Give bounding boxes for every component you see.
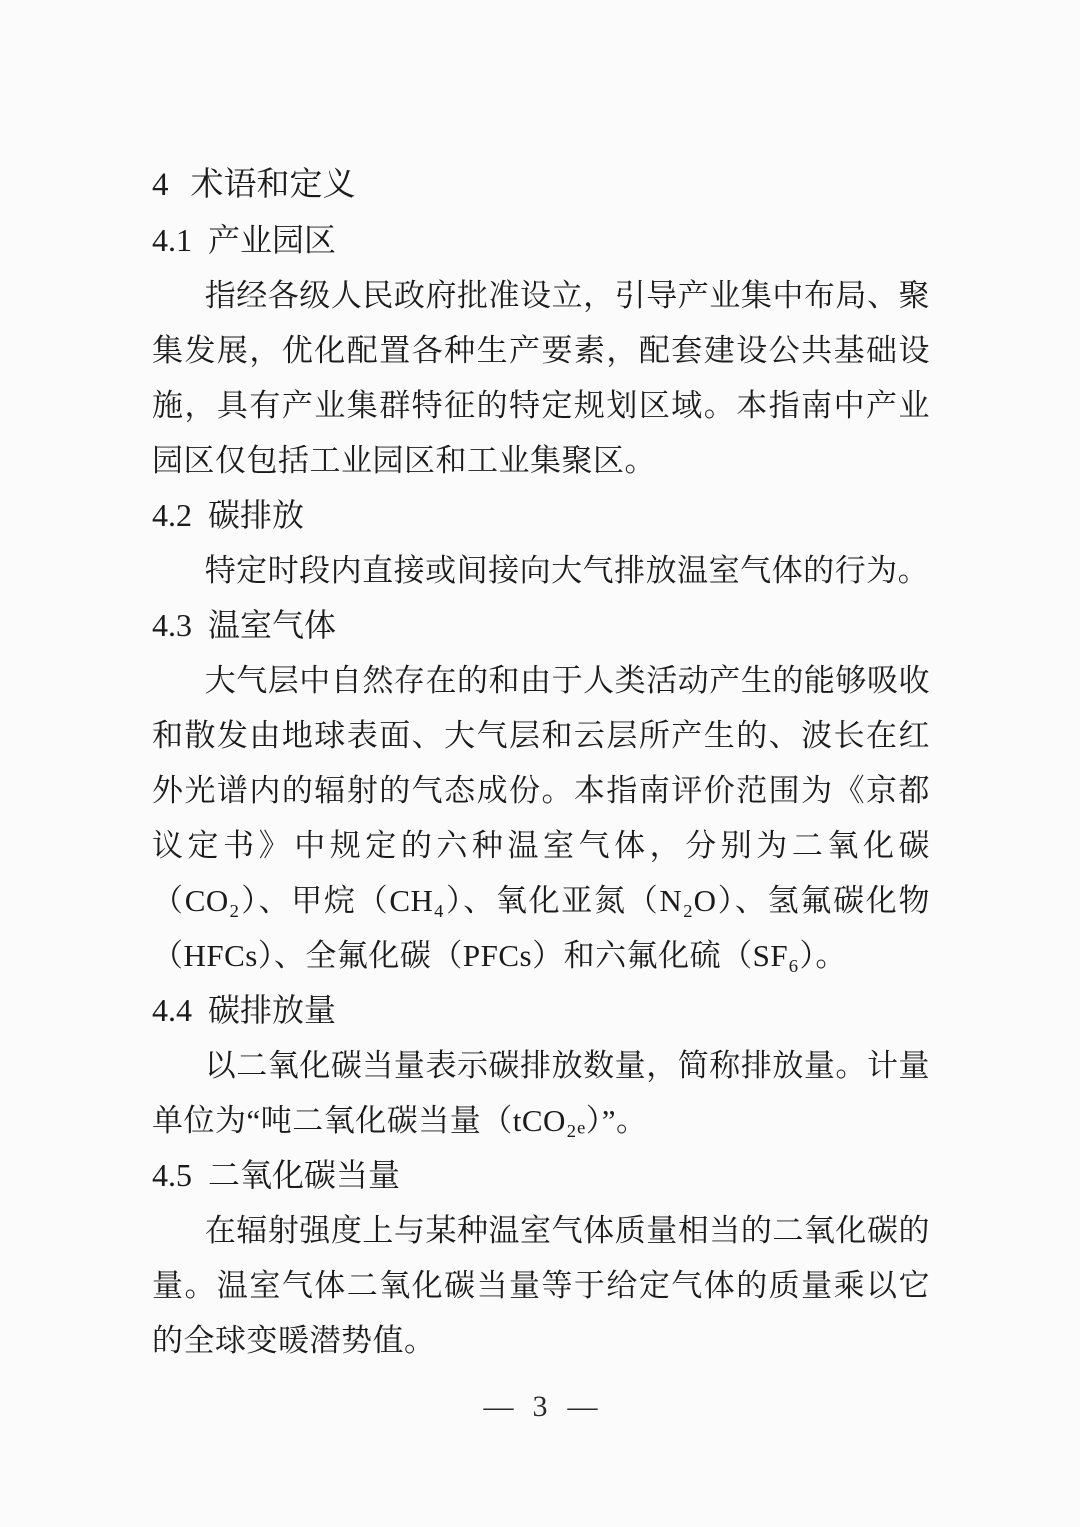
section-heading-4-2 (152, 488, 930, 543)
section-number: 4.3 (152, 607, 192, 643)
section-title: 产业园区 (208, 222, 337, 258)
chapter-number: 4 (152, 167, 169, 203)
section-title: 二氧化碳当量 (208, 1157, 401, 1193)
section-heading-4-3 (152, 598, 930, 653)
section-number: 4.2 (152, 497, 192, 533)
section-body-4-5: 在辐射强度上与某种温室气体质量相当的二氧化碳的量。温室气体二氧化碳当量等于给定气体的质量乘以它的全球变暖潜势值。 (152, 1213, 930, 1358)
section-body-4-1: 指经各级人民政府批准设立，引导产业集中布局、聚集发展，优化配置各种生产要素，配套建设公共基础设施，具有产业集群特征的特定规划区域。本指南中产业园区仅包括工业园区和工业集聚区。 (152, 278, 930, 478)
section-number: 4.5 (152, 1157, 192, 1193)
section-number: 4.4 (152, 992, 192, 1028)
page-number: 3 (532, 1390, 548, 1423)
page-footer (0, 1384, 1080, 1429)
section-heading-4-4 (152, 983, 930, 1038)
section-body-4-2: 特定时段内直接或间接向大气排放温室气体的行为。 (204, 553, 930, 588)
section-title: 碳排放 (208, 497, 305, 533)
section-body-4-4: 以二氧化碳当量表示碳排放数量，简称排放量。计量单位为“吨二氧化碳当量（tCO₂ₑ）”。 (152, 1048, 930, 1138)
footer-left-dash: — (483, 1390, 513, 1423)
section-title: 碳排放量 (208, 992, 337, 1028)
section-heading-4-5 (152, 1148, 930, 1203)
section-title: 温室气体 (208, 607, 337, 643)
chapter-heading (152, 158, 930, 213)
section-body-4-3: 大气层中自然存在的和由于人类活动产生的能够吸收和散发由地球表面、大气层和云层所产生的、波长在红外光谱内的辐射的气态成份。本指南评价范围为《京都议定书》中规定的六种温室气体，分别为二氧化碳（CO₂）、甲烷（CH₄）、氧化亚氮（N₂O）、氢氟碳化物（HFCs）、全氟化碳（PFCs）和六氟化硫（SF₆）。 (152, 663, 930, 973)
chapter-title: 术语和定义 (190, 167, 356, 203)
section-number: 4.1 (152, 222, 192, 258)
section-heading-4-1 (152, 213, 930, 268)
footer-right-dash: — (567, 1390, 597, 1423)
